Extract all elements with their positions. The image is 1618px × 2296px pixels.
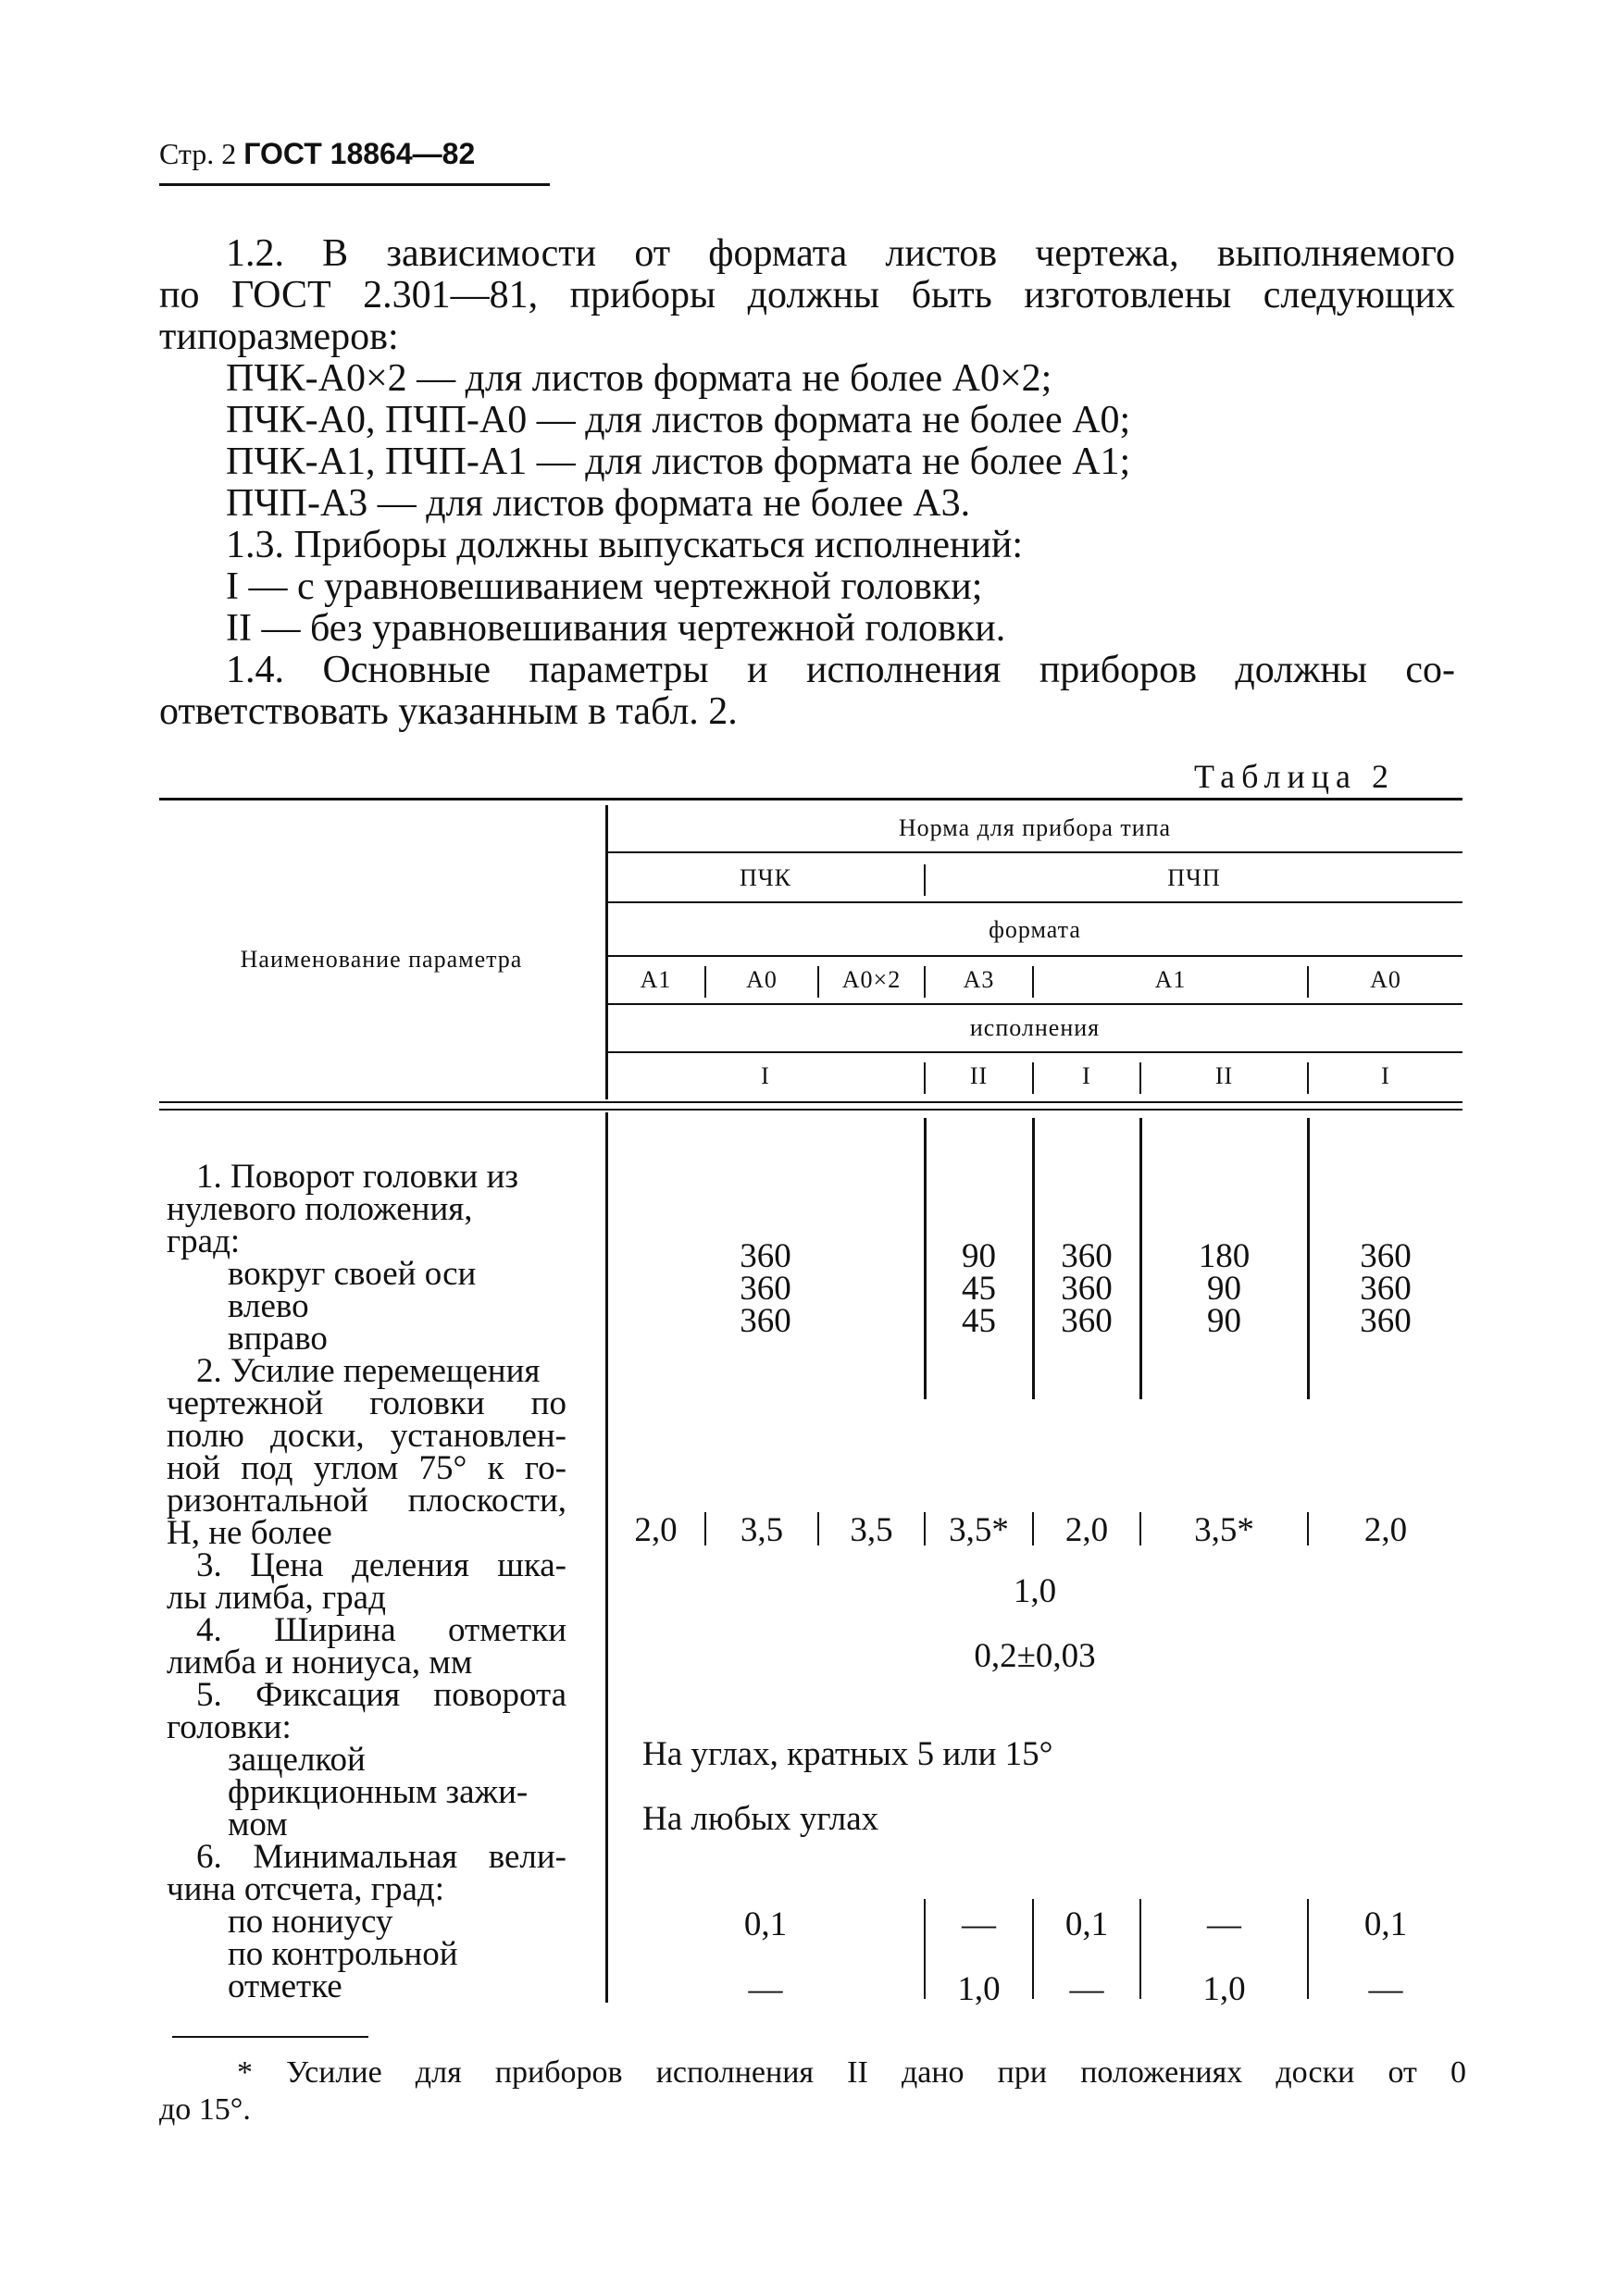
param-6-vernier-col-1: 0,1 (743, 1905, 788, 1943)
table-top-rule (159, 798, 1462, 800)
param-1-col-3: 360 360 360 (1061, 1237, 1113, 1340)
execution-item-1: I — с уравновешиванием чертежной головки; (226, 565, 983, 608)
param-2-value-5: 2,0 (1064, 1511, 1109, 1549)
size-line-1: ПЧК-А0×2 — для листов формата не более А0×2; (226, 357, 1052, 400)
execution-col-1: I (761, 1062, 770, 1089)
footnote (159, 2054, 1466, 2128)
header-bottom-rule-2 (159, 1109, 1462, 1111)
param-6-vernier-col-5: 0,1 (1363, 1905, 1408, 1943)
clause-1-4-line-1: 1.4. Основные параметры и исполнения приборов должны со- (226, 649, 1455, 691)
param-6-label: 6. Минимальная вели- чина отсчета, град: по нониусу по контрольной отметке (167, 1838, 566, 2005)
format-a3-pchp: А3 (963, 966, 995, 993)
execution-col-2: II (969, 1062, 989, 1089)
param-3-label: 3. Цена деления шка- лы лимба, град (167, 1546, 566, 1617)
param-1-col-5: 360 360 360 (1360, 1237, 1412, 1340)
norm-header: Норма для прибора типа (898, 814, 1172, 841)
footnote-rule (172, 2036, 368, 2038)
param-2-value-3: 3,5 (850, 1511, 893, 1549)
param-1-label: 1. Поворот головки из нулевого положения, град: вокруг своей оси влево вправо (167, 1158, 519, 1358)
param-3-value: 1,0 (1013, 1572, 1057, 1610)
param-5-value-latch: На углах, кратных 5 или 15° (642, 1735, 1053, 1773)
execution-col-3: I (1082, 1062, 1091, 1089)
param-6-mark-col-5: — (1368, 1970, 1403, 2008)
param-4-label: 4. Ширина отметки лимба и нониуса, мм (167, 1611, 566, 1682)
page-number: Стр. 2 (159, 137, 237, 170)
footnote-line-2: до 15°. (159, 2092, 251, 2127)
format-a0-pchp: А0 (1370, 966, 1401, 993)
format-a1-pchp: А1 (1154, 966, 1187, 993)
size-line-3: ПЧК-А1, ПЧП-А1 — для листов формата не более А1; (226, 441, 1131, 483)
param-6-mark-col-1: — (748, 1970, 783, 2008)
body-text (159, 233, 1455, 733)
table-caption: Таблица 2 (1194, 758, 1395, 795)
header-rule (159, 183, 550, 186)
type-pchk: ПЧК (739, 864, 791, 891)
table-2 (159, 798, 1462, 2010)
format-a0x2-pchk: А0×2 (841, 966, 902, 993)
type-pchp: ПЧП (1167, 864, 1221, 891)
execution-col-4: II (1214, 1062, 1234, 1089)
param-4-value: 0,2±0,03 (974, 1637, 1096, 1675)
param-2-value-4: 3,5* (949, 1511, 1009, 1549)
clause-1-3: 1.3. Приборы должны выпускаться исполнений: (226, 524, 1024, 566)
execution-col-5: I (1381, 1062, 1390, 1089)
param-1-col-1: 360 360 360 (740, 1237, 791, 1340)
param-2-value-2: 3,5 (740, 1511, 784, 1549)
param-2-value-6: 3,5* (1194, 1511, 1254, 1549)
param-2-value-1: 2,0 (634, 1511, 678, 1549)
param-1-col-4: 180 90 90 (1198, 1237, 1251, 1340)
param-6-mark-col-3: — (1069, 1970, 1104, 2008)
param-5-label: 5. Фиксация поворота головки: защелкой фрикционным зажи- мом (167, 1676, 566, 1843)
header-bottom-rule-1 (159, 1101, 1462, 1103)
format-a0-pchk: А0 (746, 966, 778, 993)
format-a1-pchk: А1 (640, 966, 672, 993)
param-5-value-friction: На любых углах (642, 1800, 879, 1838)
size-line-2: ПЧК-А0, ПЧП-А0 — для листов формата не более А0; (226, 399, 1131, 441)
param-6-vernier-col-2: — (962, 1905, 996, 1943)
standard-number: ГОСТ 18864—82 (243, 137, 476, 170)
param-6-vernier-col-3: 0,1 (1064, 1905, 1109, 1943)
param-6-mark-col-4: 1,0 (1202, 1970, 1246, 2008)
execution-header: исполнения (969, 1014, 1101, 1041)
param-6-vernier-col-4: — (1207, 1905, 1241, 1943)
clause-1-2-line-1: 1.2. В зависимости от формата листов чертежа, выполняемого (226, 232, 1455, 275)
execution-item-2: II — без уравновешивания чертежной головки. (226, 607, 1006, 650)
page-header (159, 137, 548, 171)
format-header: формата (989, 916, 1081, 943)
param-2-value-7: 2,0 (1363, 1511, 1408, 1549)
param-6-mark-col-2: 1,0 (957, 1970, 1001, 2008)
size-line-4: ПЧП-А3 — для листов формата не более А3. (226, 482, 971, 525)
clause-1-2-line-3: типоразмеров: (159, 316, 399, 358)
clause-1-2-line-2: по ГОСТ 2.301—81, приборы должны быть изготовлены следующих (159, 274, 1455, 316)
param-2-label: 2. Усилие перемещения чертежной головки по полю доски, установлен- ной под углом 75° к го- ризонтальной плоскости, Н, не более (167, 1352, 566, 1552)
param-1-col-2: 90 45 45 (962, 1237, 996, 1340)
footnote-line-1: * Усилие для приборов исполнения II дано при положениях доски от 0 (237, 2055, 1466, 2090)
clause-1-4-line-2: ответствовать указанным в табл. 2. (159, 690, 738, 733)
param-column-header: Наименование параметра (240, 946, 523, 973)
